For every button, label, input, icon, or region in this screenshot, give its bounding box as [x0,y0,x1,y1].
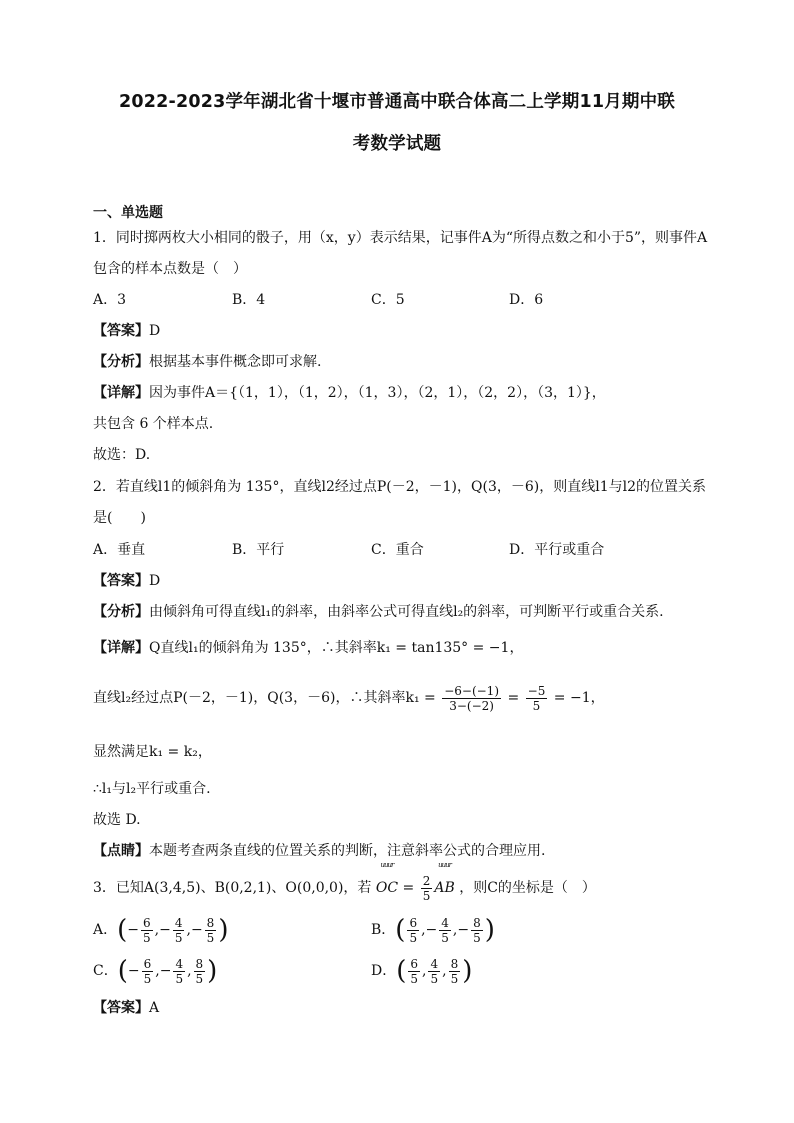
answer-tag: 【答案】 [93,1000,149,1016]
q2-comment [93,841,545,861]
q2-option-c: C．重合 [371,542,424,558]
coordinate-fraction: $\frac{8}{5}$ [473,915,481,945]
q1-option-a: A．3 [93,292,127,308]
detail-b-pre: 直线l₂经过点P(－2，－1)，Q(3，－6)，∴其斜率k₁ = [93,690,436,706]
coordinate-fraction: $\frac{8}{5}$ [206,915,215,945]
q2-stem-line2: 是( ) [93,510,146,526]
vector-oc: uuur OC [375,861,399,896]
q1-option-c: C．5 [371,292,405,308]
detail-tag: 【详解】 [93,640,149,656]
q2-conclusion: 故选 D. [93,812,141,828]
q2-option-b: B．平行 [232,542,285,558]
doc-title-line1: 2022-2023学年湖北省十堰市普通高中联合体高二上学期11月期中联 [118,92,676,112]
q1-detail [93,383,606,403]
q3-option-b: B．( $\frac{6}{5}$ ,− $\frac{4}{5}$ ,− $\frac{8}{5}$ ) [371,915,495,945]
section-heading: 一、单选题 [93,205,163,221]
coordinate-fraction: $\frac{6}{5}$ [409,915,418,945]
q3-stem-post: ，则C的坐标是（ ） [459,880,596,896]
analysis-text: 由倾斜角可得直线l₁的斜率，由斜率公式可得直线l₂的斜率，可判断平行或重合关系. [149,604,664,620]
slope-fraction-1: $\frac{-6-(-1)}{3-(-2)}$ [444,683,499,713]
analysis-tag: 【分析】 [93,604,149,620]
coordinate-fraction: $\frac{8}{5}$ [450,956,459,986]
q3-option-a: A．(− $\frac{6}{5}$ ,− $\frac{4}{5}$ ,− $\frac{8}{5}$ ) [93,915,229,945]
q1-answer [93,321,160,341]
slope-fraction-2: $\frac{-5}{5}$ [527,683,546,713]
q2-analysis [93,602,664,622]
q3-option-c: C．(− $\frac{6}{5}$ ,− $\frac{4}{5}$ , $\frac{8}{5}$ ) [93,956,218,986]
q2-detail-c: 显然满足k₁ = k₂， [93,744,212,760]
coefficient-fraction: $\frac{2}{5}$ [422,873,431,903]
answer-value: A [149,1000,160,1016]
q1-stem-line1: 1．同时掷两枚大小相同的骰子，用（x，y）表示结果，记事件A为“所得点数之和小于5”，则事件A [93,230,708,246]
answer-tag: 【答案】 [93,573,149,589]
option-d-coords: ( $\frac{6}{5}$ , $\frac{4}{5}$ , $\frac{8}{5}$ ) [396,956,473,986]
q1-analysis [93,352,321,372]
q2-option-d: D．平行或重合 [509,542,605,558]
option-b-coords: ( $\frac{6}{5}$ ,− $\frac{4}{5}$ ,− $\frac{8}{5}$ ) [395,915,495,945]
q1-option-b: B．4 [232,292,266,308]
analysis-tag: 【分析】 [93,354,149,370]
coordinate-fraction: $\frac{4}{5}$ [430,956,439,986]
q3-answer [93,998,159,1018]
detail-tag: 【详解】 [93,385,149,401]
doc-title-line2: 考数学试题 [352,134,442,154]
q2-detail-a [93,638,523,658]
coordinate-fraction: $\frac{4}{5}$ [441,915,449,945]
option-a-coords: (− $\frac{6}{5}$ ,− $\frac{4}{5}$ ,− $\frac{8}{5}$ ) [117,915,229,945]
answer-value: D [149,573,161,589]
answer-tag: 【答案】 [93,323,149,339]
coordinate-fraction: $\frac{4}{5}$ [175,956,184,986]
coordinate-fraction: $\frac{8}{5}$ [195,956,204,986]
q3-stem: 3．已知A(3,4,5)、B(0,2,1)、O(0,0,0)，若 uuur OC = $\frac{2}{5}$ uuur AB ，则C的坐标是（ ） [93,870,596,906]
comment-text: 本题考查两条直线的位置关系的判断，注意斜率公式的合理应用. [149,843,546,859]
q3-option-d: D．( $\frac{6}{5}$ , $\frac{4}{5}$ , $\frac{8}{5}$ ) [371,956,473,986]
coordinate-fraction: $\frac{6}{5}$ [143,915,151,945]
q3-stem-pre: 3．已知A(3,4,5)、B(0,2,1)、O(0,0,0)，若 [93,880,372,896]
q2-detail-d: ∴l₁与l₂平行或重合. [93,781,211,797]
q1-conclusion: 故选：D. [93,447,151,463]
coordinate-fraction: $\frac{4}{5}$ [174,915,183,945]
q1-detail-2: 共包含 6 个样本点. [93,416,214,432]
q1-option-d: D．6 [509,292,544,308]
q2-answer [93,571,160,591]
q2-option-a: A．垂直 [93,542,146,558]
q1-stem-line2: 包含的样本点数是（ ） [93,261,247,277]
coordinate-fraction: $\frac{6}{5}$ [410,956,419,986]
analysis-text: 根据基本事件概念即可求解. [149,354,322,370]
detail-text: 因为事件A＝{（1，1），（1，2），（1，3），（2，1），（2，2），（3，1）}， [149,385,606,401]
vector-ab: uuur AB [434,861,455,896]
q2-stem-line1: 2．若直线l1的倾斜角为 135°，直线l2经过点P(－2，－1)，Q(3，－6)，则直线l1与l2的位置关系 [93,479,706,495]
detail-text: Q直线l₁的倾斜角为 135°，∴其斜率k₁ = tan135° = −1， [149,640,524,656]
comment-tag: 【点睛】 [93,843,149,859]
option-c-coords: (− $\frac{6}{5}$ ,− $\frac{4}{5}$ , $\frac{8}{5}$ ) [117,956,218,986]
coordinate-fraction: $\frac{6}{5}$ [143,956,152,986]
detail-b-post: = −1， [553,690,605,706]
q2-detail-b: 直线l₂经过点P(－2，－1)，Q(3，－6)，∴其斜率k₁ = $\frac{-6-(-1)}{3-(-2)}$ = $\frac{-5}{5}$ = −1， [93,683,605,713]
answer-value: D [149,323,161,339]
